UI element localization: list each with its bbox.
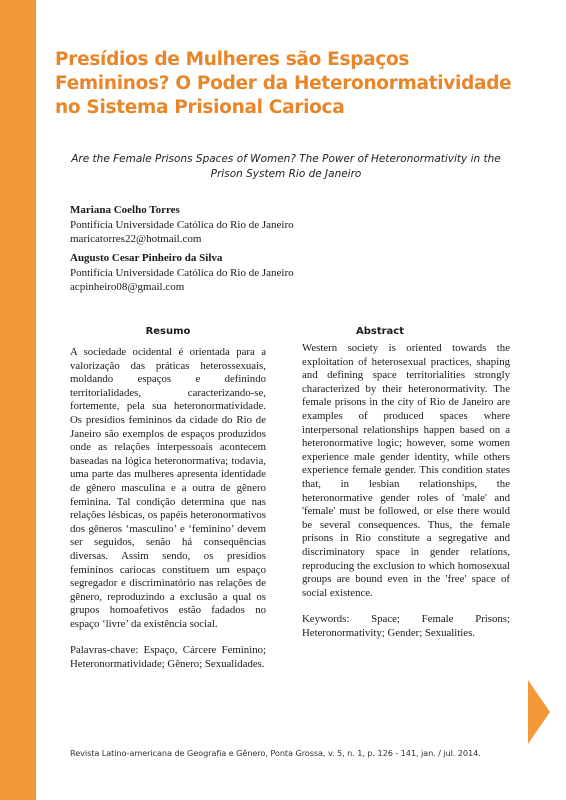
author-block	[70, 251, 520, 295]
article-title: Presídios de Mulheres são Espaços Femininos? O Poder da Heteronormatividade no Sistema Prisional Carioca	[55, 49, 512, 118]
abstract-keywords: Keywords: Space; Female Prisons; Heteronormativity; Gender; Sexualities.	[302, 613, 510, 639]
abstract-column	[302, 342, 510, 640]
journal-footer: Revista Latino-americana de Geografia e Gênero, Ponta Grossa, v. 5, n. 1, p. 126 - 141, jan. / jul. 2014.	[70, 748, 481, 758]
resumo-column	[70, 346, 266, 672]
author-name: Augusto Cesar Pinheiro da Silva	[70, 252, 223, 264]
author-email: maricatorres22@hotmail.com	[70, 233, 202, 245]
author-email: acpinheiro08@gmail.com	[70, 281, 185, 293]
resumo-text: A sociedade ocidental é orientada para a valorização das práticas heterossexuais, moldando espaços e definindo territorialidades, caracterizando-se, fortemente, pela sua heteronormatividade. Os presídios femininos da cidade do Rio de Janeiro são exemplos de espaços produzidos onde as relações interpessoais acontecem baseadas na lógica heteronormativa; todavia, uma parte das mulheres apresenta identidade de gênero masculina e a outra de gênero feminina. Tal condição determina que nas relações lésbicas, os papéis heteronormativos dos gêneros ‘masculino’ e ‘feminino’ devem ser seguidos, senão há consequências diversas. Assim sendo, os presídios femininos cariocas constituem um espaço segregador e discriminatório nas relações de gênero, reproduzindo a exclusão a qual os grupos homoafetivos estão fadados no espaço ‘livre’ da existência social.	[70, 346, 266, 630]
author-block	[70, 203, 520, 247]
author-affiliation: Pontifícia Universidade Católica do Rio de Janeiro	[70, 218, 294, 231]
abstract-heading: Abstract	[355, 326, 405, 337]
left-accent-bar	[0, 0, 36, 800]
author-affiliation: Pontifícia Universidade Católica do Rio de Janeiro	[70, 266, 294, 279]
resumo-keywords: Palavras-chave: Espaço, Cárcere Feminino; Heteronormatividade; Gênero; Sexualidades.	[70, 644, 266, 671]
resumo-heading: Resumo	[145, 326, 191, 337]
english-title: Are the Female Prisons Spaces of Women? The Power of Heteronormativity in the Prison System Rio de Janeiro	[71, 153, 501, 180]
next-page-arrow-icon[interactable]	[528, 680, 550, 744]
author-name: Mariana Coelho Torres	[70, 204, 180, 216]
abstract-text: Western society is oriented towards the exploitation of heterosexual practices, shaping and defining space territorialities strongly characterized by their heteronormativity. The female prisons in the city of Rio de Janeiro are examples of produced spaces where interpersonal relationships happen based on a heteronormative logic; however, some women experience male gender identity, while others experience female gender. This condition states that, in lesbian relationships, the heteronormative gender roles of 'male' and 'female' must be followed, or else there would be several consequences. Thus, the female prisons in Rio constitute a segregative and discriminatory space in gender relations, reproducing the exclusion to which homosexual groups are bound even in the 'free' space of social existence.	[302, 342, 510, 599]
